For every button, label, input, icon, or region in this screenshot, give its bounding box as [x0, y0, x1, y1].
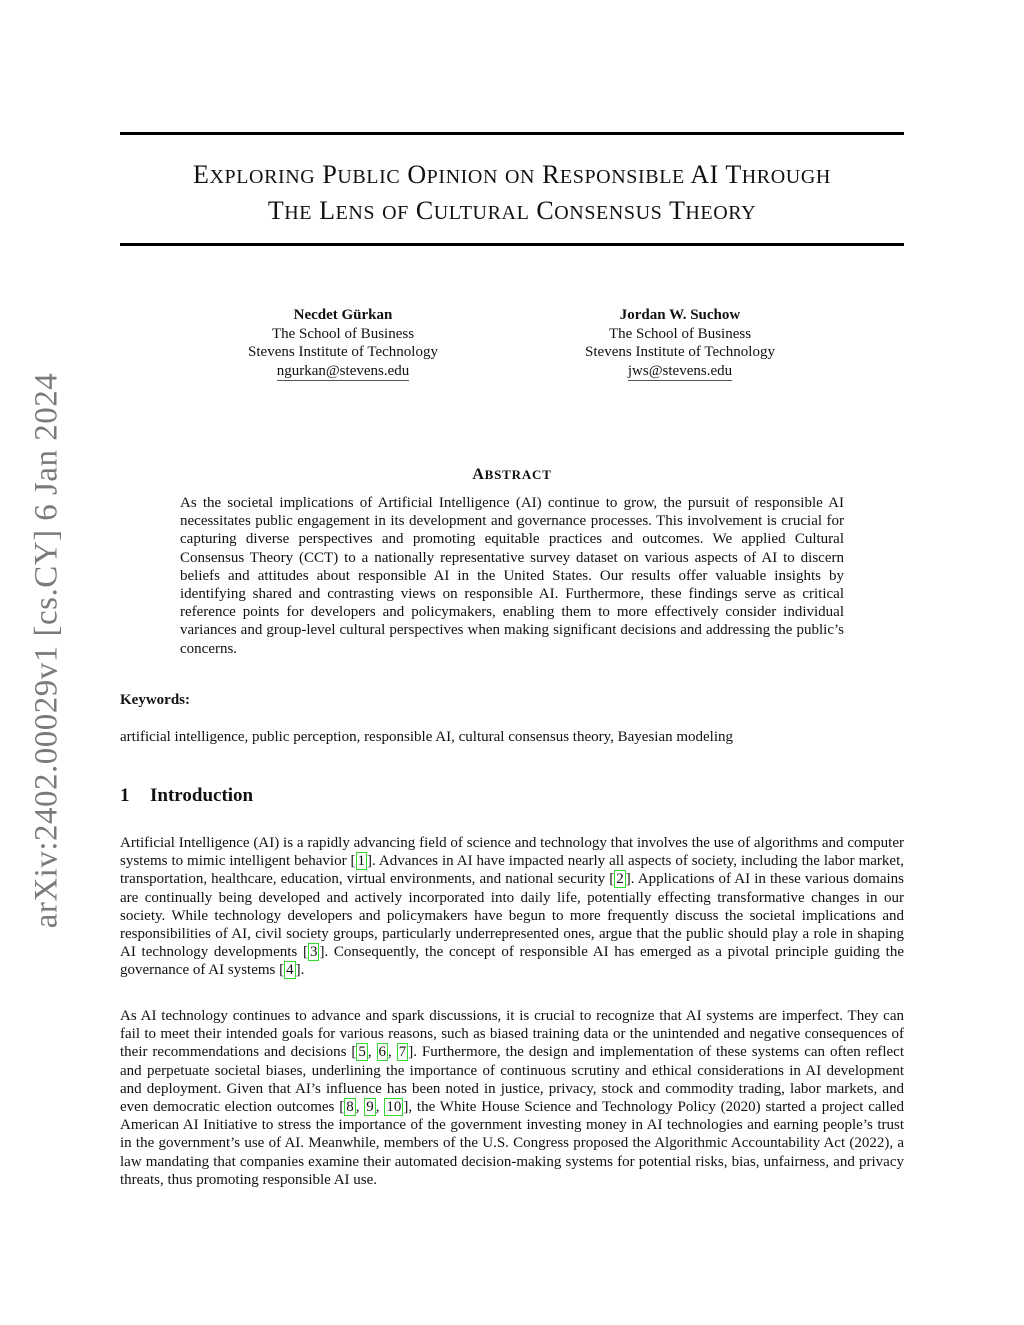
title-word-cap: C — [415, 196, 434, 225]
title-word-rest: HE — [284, 202, 313, 224]
paragraph-text: , — [375, 1099, 385, 1116]
section-heading — [120, 785, 253, 807]
title-word — [193, 160, 315, 189]
title-word-cap: AI — [690, 160, 719, 189]
paragraph-text: , — [367, 1044, 377, 1061]
title-word — [319, 196, 375, 225]
keywords-text: artificial intelligence, public perception, responsible AI, cultural consensus theory, Bayesian modeling — [120, 729, 734, 745]
title-word — [505, 160, 535, 189]
paragraph-text: ]. Furthermore, the design and implementation of these systems can often reflect and perpetuate societal biases, underlining the importance of continuous scrutiny and ethical considerations in AI development and deployment. Given that AI’s influence has been noted in justice, privacy, stock and commodity trading, labor markets, and even democratic election outcomes [ — [120, 1044, 904, 1116]
title-word-rest: UBLIC — [337, 166, 401, 188]
citation-link[interactable]: 9 — [366, 1099, 374, 1116]
citation-link[interactable]: 1 — [357, 853, 366, 870]
title-word — [407, 160, 498, 189]
author-1 — [193, 306, 493, 381]
intro-paragraph-1 — [120, 834, 904, 980]
title-word-rest: PINION — [426, 166, 498, 188]
title-word-rest: HROUGH — [741, 166, 831, 188]
paragraph-text: As AI technology continues to advance and spark discussions, it is crucial to recognize that AI systems are imperfect. They can fail to meet their intended goals for various reasons, such as biased training data or the unintended and negative consequences of their recommendations and decisions [ — [120, 1008, 904, 1061]
title-bottom-rule — [120, 243, 904, 246]
paragraph-text: ], the White House Science and Technology Policy (2020) started a project called American AI Initiative to stress the importance of the government investing money in AI technologies and earning people’s trust in the government’s use of AI. Meanwhile, members of the U.S. Congress proposed the Algorithmic Accountability Act (2022), a law mandating that companies examine their automated decision-making systems for potential risks, bias, unfairness, and privacy threats, thus promoting responsible AI use. — [120, 1099, 905, 1188]
section-number: 1 — [120, 785, 130, 806]
citation-link[interactable]: 10 — [386, 1099, 402, 1116]
title-word — [322, 160, 400, 189]
title-word-rest: ONSENSUS — [554, 202, 663, 224]
section-title: Introduction — [150, 785, 254, 806]
title-word-cap: R — [542, 160, 560, 189]
title-word-cap: P — [322, 160, 338, 189]
paragraph-text: ]. Applications of AI in these various domains are continually being developed and actively incorporated into daily life, potentially effecting transformative changes in our society. While technology developers and policymakers have begun to more frequently discuss the societal implications and responsibilities of AI, civil society groups, particularly underrepresented ones, argue that the public should play a role in shaping AI technology developments [ — [120, 871, 905, 961]
title-word-cap: O — [407, 160, 427, 189]
author-2 — [530, 306, 830, 381]
paragraph-text: , — [355, 1099, 365, 1116]
author-email-link[interactable]: jws@stevens.edu — [627, 362, 733, 379]
author-dept: The School of Business — [271, 325, 415, 342]
title-word-cap: L — [319, 196, 336, 225]
citation-link[interactable]: 6 — [378, 1044, 387, 1061]
title-word-rest: ON — [504, 166, 536, 188]
title-word-rest: ENS — [335, 202, 376, 224]
title-line-1 — [120, 158, 904, 194]
intro-paragraph-2 — [120, 1007, 904, 1189]
abstract-text: As the societal implications of Artificial Intelligence (AI) continue to grow, the pursuit of responsible AI necessitates public engagement in its development and governance processes. This involvement is crucial for capturing diverse perspectives and promoting equitable practices and outcomes. We applied Cultural Consensus Theory (CCT) to a nationally representative survey dataset on various aspects of AI to discern beliefs and attitudes about responsible AI in the United States. Our results offer valuable insights by identifying shared and contrasting views on responsible AI. Furthermore, these findings serve as critical reference points for developers and policymakers, enabling them to more effectively consider individual variances and group-level cultural perspectives when making significant decisions and addressing the public’s concerns. — [180, 495, 844, 657]
title-word — [690, 160, 718, 189]
author-institution: Stevens Institute of Technology — [248, 344, 438, 360]
paper-title — [120, 158, 904, 230]
paragraph-text: ]. Consequently, the concept of responsible AI has emerged as a pivotal principle guiding the governance of AI systems [ — [120, 944, 904, 979]
title-word — [382, 196, 409, 225]
author-institution: Stevens Institute of Technology — [585, 344, 775, 360]
arxiv-stamp — [23, 372, 71, 928]
abstract-heading-rest: BSTRACT — [484, 467, 552, 482]
title-word — [536, 196, 662, 225]
title-word — [725, 160, 831, 189]
author-name: Jordan W. Suchow — [619, 307, 741, 323]
keywords-label: Keywords: — [120, 692, 190, 708]
citation-link[interactable]: 7 — [398, 1044, 407, 1061]
title-word-cap: T — [267, 196, 285, 225]
title-word-cap: C — [536, 196, 555, 225]
title-word-cap: T — [668, 196, 686, 225]
title-top-rule — [120, 132, 904, 135]
title-word — [669, 196, 756, 225]
abstract-heading — [120, 466, 904, 484]
abstract-heading-cap: A — [472, 466, 485, 483]
title-word-rest: OF — [382, 202, 409, 224]
title-word — [416, 196, 530, 225]
paragraph-text: Artificial Intelligence (AI) is a rapidly advancing field of science and technology that involves the use of algorithms and computer systems to mimic intelligent behavior [ — [120, 835, 904, 870]
title-word-rest: XPLORING — [209, 166, 316, 188]
title-word-rest: HEORY — [685, 202, 757, 224]
author-email-link[interactable]: ngurkan@stevens.edu — [276, 362, 410, 379]
title-word — [268, 196, 312, 225]
paragraph-text: ]. — [295, 962, 305, 979]
title-word-cap: E — [193, 160, 210, 189]
title-word-rest: ULTURAL — [433, 202, 530, 224]
title-line-2 — [120, 194, 904, 230]
author-name: Necdet Gürkan — [293, 307, 393, 323]
title-word — [542, 160, 685, 189]
paragraph-text: , — [388, 1044, 397, 1061]
paragraph-text: ]. Advances in AI have impacted nearly all aspects of society, including the labor market, transportation, healthcare, education, virtual environments, and national security [ — [120, 853, 904, 888]
title-word-cap: T — [725, 160, 742, 189]
citation-link[interactable]: 8 — [346, 1099, 354, 1116]
citation-link[interactable]: 4 — [286, 962, 294, 979]
title-word-rest: ESPONSIBLE — [559, 166, 685, 188]
citation-link[interactable]: 2 — [616, 871, 624, 888]
citation-link[interactable]: 5 — [358, 1044, 366, 1061]
author-dept: The School of Business — [608, 325, 752, 342]
citation-link[interactable]: 3 — [309, 944, 318, 961]
arxiv-stamp-text: arXiv:2402.00029v1 [cs.CY] 6 Jan 2024 — [28, 372, 65, 928]
